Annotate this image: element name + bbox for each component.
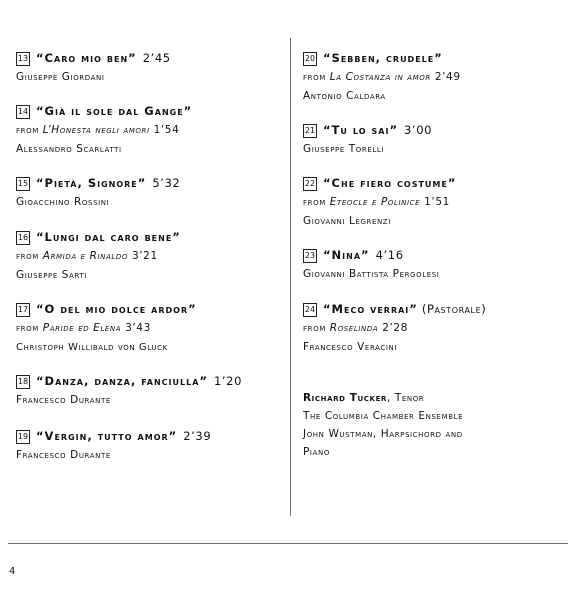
source-work: Roselinda	[329, 322, 379, 334]
from-label: from	[303, 71, 326, 83]
composer: Giovanni Legrenzi	[303, 215, 391, 227]
accompanist-line-1: John Wustman, Harpsichord and	[303, 428, 463, 440]
track-title: “Lungi dal caro bene”	[36, 230, 181, 244]
from-label: from	[16, 250, 39, 262]
track-duration: 5’32	[152, 176, 181, 190]
track-title: “Vergin, tutto amor”	[36, 429, 178, 443]
track-22	[303, 173, 571, 231]
track-title: “Tu lo sai”	[323, 123, 399, 137]
track-number: 18	[16, 375, 30, 389]
composer: Giuseppe Sarti	[16, 269, 87, 281]
track-duration: 3’43	[125, 322, 151, 334]
track-title: “Pietà, Signore”	[36, 176, 147, 190]
track-duration: 1’20	[213, 374, 242, 388]
composer: Alessandro Scarlatti	[16, 143, 122, 155]
track-14	[16, 101, 290, 159]
accompanist-line-2: Piano	[303, 446, 330, 458]
composer: Giovanni Battista Pergolesi	[303, 268, 440, 280]
track-number: 21	[303, 124, 317, 138]
performer-role: , Tenor	[386, 392, 425, 404]
track-number: 22	[303, 177, 317, 191]
from-label: from	[303, 196, 326, 208]
track-title: “Sebben, crudele”	[323, 51, 443, 65]
track-17	[16, 299, 290, 357]
page-number: 4	[9, 566, 16, 577]
track-15	[16, 173, 290, 212]
track-number: 16	[16, 231, 30, 245]
source-work: L’Honesta negli amori	[42, 124, 150, 136]
column-divider	[290, 38, 291, 516]
track-21	[303, 120, 571, 159]
source-work: Armida e Rinaldo	[42, 250, 129, 262]
performer-name: Richard Tucker	[303, 392, 387, 404]
track-duration: 4’16	[375, 248, 404, 262]
composer: Gioacchino Rossini	[16, 196, 110, 208]
composer: Francesco Veracini	[303, 341, 398, 353]
source-work: Paride ed Elena	[42, 322, 122, 334]
composer: Antonio Caldara	[303, 90, 386, 102]
track-number: 19	[16, 430, 30, 444]
track-subtitle: (Pastorale)	[421, 302, 487, 316]
composer: Francesco Durante	[16, 449, 111, 461]
page-footer-rule	[8, 543, 568, 544]
from-label: from	[16, 124, 39, 136]
track-19	[16, 426, 290, 465]
track-duration: 2’28	[382, 322, 408, 334]
track-duration: 1’51	[424, 196, 450, 208]
track-title: “Che fiero costume”	[323, 176, 457, 190]
track-24	[303, 299, 571, 357]
track-title: “Nina”	[323, 248, 370, 262]
track-20	[303, 48, 571, 106]
composer: Giuseppe Giordani	[16, 71, 105, 83]
from-label: from	[16, 322, 39, 334]
track-number: 20	[303, 52, 317, 66]
track-18	[16, 371, 290, 410]
track-title: “Già il sole dal Gange”	[36, 104, 193, 118]
track-duration: 2’49	[434, 71, 461, 83]
track-title: “Meco verrai”	[323, 302, 418, 316]
track-number: 13	[16, 52, 30, 66]
track-title: “Danza, danza, fanciulla”	[36, 374, 208, 388]
track-number: 23	[303, 249, 317, 263]
track-duration: 3’21	[131, 250, 158, 262]
track-duration: 2’39	[183, 429, 212, 443]
track-number: 17	[16, 303, 30, 317]
track-title: “O del mio dolce ardor”	[36, 302, 197, 316]
track-number: 14	[16, 105, 30, 119]
source-work: Eteocle e Polinice	[329, 196, 421, 208]
source-work: La Costanza in amor	[329, 71, 431, 83]
track-23	[303, 245, 571, 284]
from-label: from	[303, 322, 326, 334]
track-duration: 2’45	[142, 51, 171, 65]
track-duration: 1’54	[153, 124, 180, 136]
track-number: 24	[303, 303, 317, 317]
track-16	[16, 227, 290, 285]
composer: Francesco Durante	[16, 394, 111, 406]
track-title: “Caro mio ben”	[36, 51, 137, 65]
track-13	[16, 48, 290, 87]
composer: Giuseppe Torelli	[303, 143, 385, 155]
performer-credits	[303, 389, 571, 461]
composer: Christoph Willibald von Gluck	[16, 342, 168, 353]
track-duration: 3’00	[404, 123, 433, 137]
track-number: 15	[16, 177, 30, 191]
ensemble-name: The Columbia Chamber Ensemble	[303, 410, 464, 422]
